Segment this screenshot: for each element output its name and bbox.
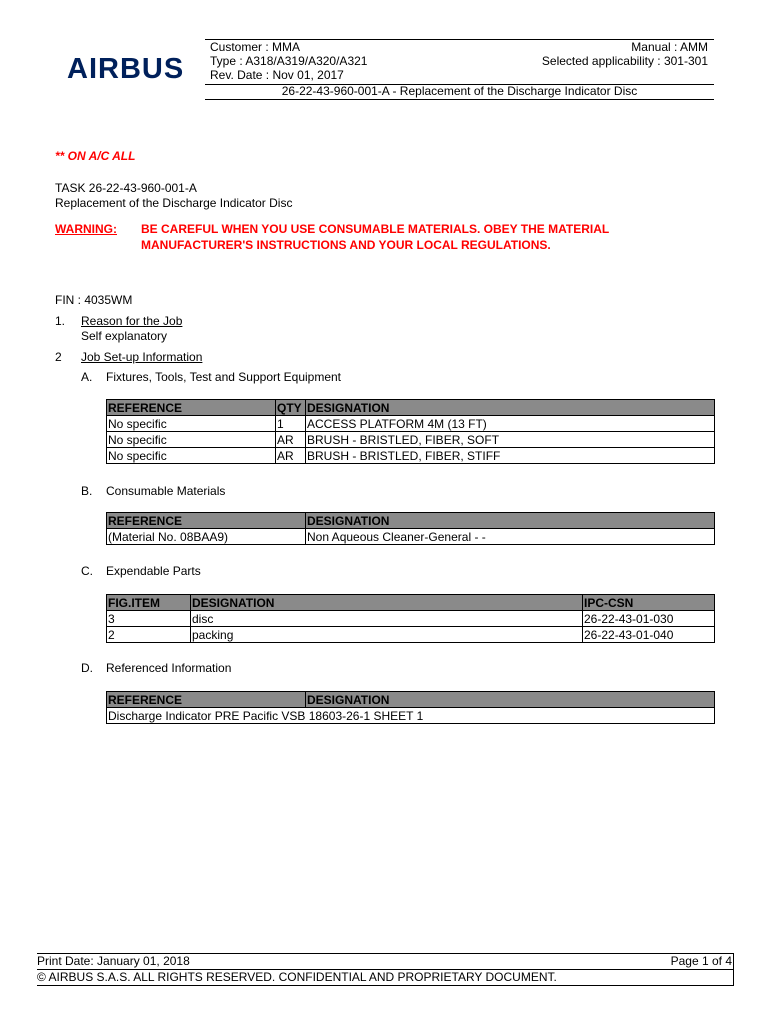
footer-copyright-row [37,970,733,985]
subsection-b-title: Consumable Materials [106,484,226,498]
reference-cell: No specific [107,432,276,448]
page-footer [37,953,734,986]
table-header-row [107,400,715,416]
header-rev-date: Rev. Date : Nov 01, 2017 [210,68,344,82]
table-row [107,708,715,724]
step-1-title: Reason for the Job [81,314,183,328]
warning-label: WARNING: [55,222,117,236]
copyright-notice: © AIRBUS S.A.S. ALL RIGHTS RESERVED. CONFIDENTIAL AND PROPRIETARY DOCUMENT. [37,970,557,984]
fixtures-tools-table [106,399,715,464]
step-2-title: Job Set-up Information [81,350,203,364]
designation-cell: Non Aqueous Cleaner-General - - [306,529,715,545]
column-header-designation: DESIGNATION [306,400,715,416]
column-header-designation: DESIGNATION [191,595,583,611]
header-task-title: 26-22-43-960-001-A - Replacement of the Discharge Indicator Disc [281,84,638,98]
subsection-d-letter: D. [81,661,93,675]
column-header-reference: REFERENCE [107,692,306,708]
column-header-reference: REFERENCE [107,513,306,529]
warning-text-line-2: MANUFACTURER'S INSTRUCTIONS AND YOUR LOCAL REGULATIONS. [141,238,551,252]
referenced-information-table [106,691,715,724]
step-1-number: 1. [55,314,66,328]
column-header-fig-item: FIG.ITEM [107,595,191,611]
subsection-a-letter: A. [81,370,93,384]
subsection-a-title: Fixtures, Tools, Test and Support Equipment [106,370,342,384]
column-header-designation: DESIGNATION [306,692,715,708]
qty-cell: AR [276,432,306,448]
designation-cell: BRUSH - BRISTLED, FIBER, SOFT [306,432,715,448]
subsection-d-title: Referenced Information [106,661,232,675]
expendable-parts-table [106,594,715,643]
table-row [107,529,715,545]
fig-item-cell: 3 [107,611,191,627]
consumable-materials-table [106,512,715,545]
qty-cell: AR [276,448,306,464]
step-1-text: Self explanatory [81,329,168,343]
fig-item-cell: 2 [107,627,191,643]
header-type: Type : A318/A319/A320/A321 [210,54,368,68]
subsection-b-letter: B. [81,484,93,498]
designation-cell: disc [191,611,583,627]
table-row [107,627,715,643]
header-customer: Customer : MMA [210,40,301,54]
print-date: Print Date: January 01, 2018 [37,954,190,968]
table-row [107,611,715,627]
reference-cell: No specific [107,416,276,432]
table-row [107,448,715,464]
header-manual: Manual : AMM [631,40,708,54]
effectivity: ** ON A/C ALL [55,149,136,163]
table-row [107,416,715,432]
ipc-csn-cell: 26-22-43-01-030 [583,611,715,627]
task-title: Replacement of the Discharge Indicator Disc [55,196,293,210]
designation-cell: ACCESS PLATFORM 4M (13 FT) [306,416,715,432]
reference-cell: Discharge Indicator PRE Pacific VSB 18603-26-1 SHEET 1 [107,708,715,724]
header-bottom-rule [205,99,714,100]
designation-cell: packing [191,627,583,643]
reference-cell: (Material No. 08BAA9) [107,529,306,545]
column-header-qty: QTY [276,400,306,416]
footer-print-row [37,954,733,970]
fin-number: FIN : 4035WM [55,293,133,307]
page-number: Page 1 of 4 [670,954,732,968]
table-header-row [107,513,715,529]
subsection-c-letter: C. [81,564,93,578]
column-header-designation: DESIGNATION [306,513,715,529]
header-applicability: Selected applicability : 301-301 [541,54,708,68]
column-header-ipc-csn: IPC-CSN [583,595,715,611]
airbus-logo: AIRBUS [67,53,185,85]
qty-cell: 1 [276,416,306,432]
table-header-row [107,692,715,708]
subsection-c-title: Expendable Parts [106,564,201,578]
reference-cell: No specific [107,448,276,464]
designation-cell: BRUSH - BRISTLED, FIBER, STIFF [306,448,715,464]
task-id: TASK 26-22-43-960-001-A [55,181,197,195]
warning-text-line-1: BE CAREFUL WHEN YOU USE CONSUMABLE MATERIALS. OBEY THE MATERIAL [141,222,610,236]
step-2-number: 2 [55,350,62,364]
column-header-reference: REFERENCE [107,400,276,416]
table-row [107,432,715,448]
table-header-row [107,595,715,611]
ipc-csn-cell: 26-22-43-01-040 [583,627,715,643]
